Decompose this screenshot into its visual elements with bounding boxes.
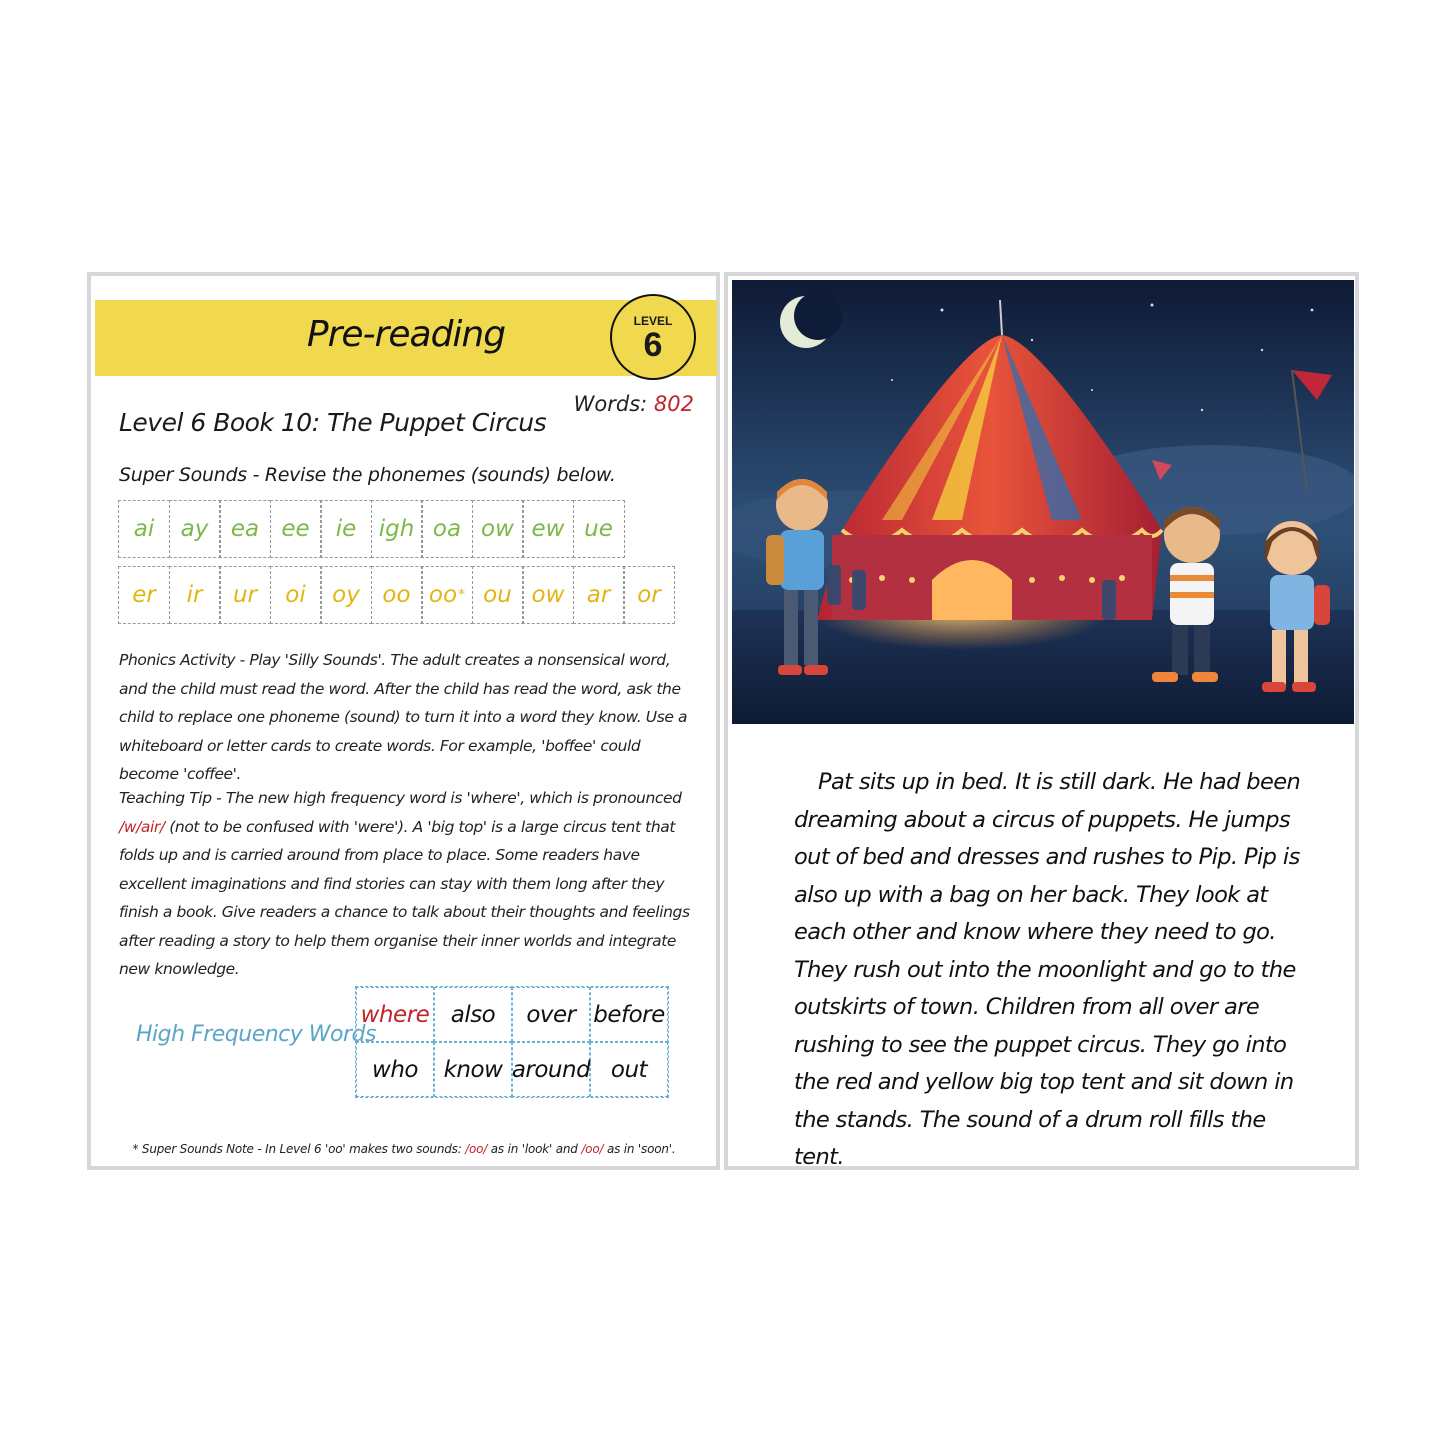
- phoneme-cell: ue: [573, 500, 625, 558]
- phoneme-cell: ai: [118, 500, 170, 558]
- level-label: LEVEL: [633, 314, 673, 328]
- hfw-cell: who: [356, 1042, 434, 1097]
- footnote-text: as in 'look' and: [490, 1142, 578, 1156]
- hfw-cell: know: [434, 1042, 512, 1097]
- circus-illustration: [732, 280, 1354, 724]
- teaching-tip-start: Teaching Tip - The new high frequency word is 'where', which is pronounced: [119, 789, 682, 807]
- super-sounds-footnote: [91, 1142, 717, 1156]
- phoneme-cell: ur: [219, 566, 271, 624]
- story-paragraph: Pat sits up in bed. It is still dark. He had been dreaming about a circus of puppets. He jumps out of bed and dresses and rushes to Pip. Pip is also up with a bag on her back. They look at each other and know where they need to go. They rush out into the moonlight and go to the outskirts of town. Children from all over are rushing to see the puppet circus. They go into the red and yellow big top tent and sit down in the stands. The sound of a drum roll fills the tent.: [794, 769, 1301, 1170]
- phonics-activity-text: Phonics Activity - Play 'Silly Sounds'. The adult creates a nonsensical word, and the child must read the word. After the child has read the word, ask the child to replace one phoneme (sound) to turn it into a word they know. Use a whiteboard or letter cards to create words. For example, 'boffee' could become 'coffee'.: [119, 651, 688, 783]
- level-badge: [610, 294, 696, 380]
- moon-shadow: [794, 292, 842, 340]
- phoneme-cell: ir: [169, 566, 221, 624]
- footnote-phoneme: /oo/: [581, 1142, 604, 1156]
- phoneme-cell: ay: [169, 500, 221, 558]
- phoneme-cell: oy: [320, 566, 372, 624]
- banner-title: Pre-reading: [306, 314, 506, 355]
- phoneme-cell: ou: [472, 566, 524, 624]
- phoneme-row-r-controlled: [118, 566, 674, 624]
- high-frequency-words-grid: [355, 986, 669, 1098]
- phoneme-cell: er: [118, 566, 170, 624]
- phoneme-row-vowel-teams: [118, 500, 623, 558]
- story-text: [794, 764, 1314, 1177]
- teaching-tip-phoneme: /w/air/: [119, 817, 165, 836]
- phoneme-cell: ea: [219, 500, 271, 558]
- footnote-star: *: [458, 587, 466, 603]
- phoneme-cell: igh: [371, 500, 423, 558]
- hfw-cell: also: [434, 987, 512, 1042]
- phoneme-cell: ow: [472, 500, 524, 558]
- phoneme-cell: or: [623, 566, 675, 624]
- phoneme-cell: oa: [421, 500, 473, 558]
- footnote-text: as in 'soon'.: [606, 1142, 676, 1156]
- phoneme-cell: ee: [270, 500, 322, 558]
- teaching-tip-rest: (not to be confused with 'were'). A 'big top' is a large circus tent that folds up and is carried around from place to place. Some readers have excellent imaginations and find stories can stay with them long after they finish a book. Give readers a chance to talk about their thoughts and feelings after reading a story to help them organise their inner worlds and integrate new knowledge.: [119, 817, 690, 978]
- phoneme-cell: ow: [522, 566, 574, 624]
- phoneme-cell-starred: [421, 566, 473, 624]
- phoneme-cell: ew: [522, 500, 574, 558]
- words-count-value: 802: [653, 392, 694, 416]
- words-label: Words:: [573, 392, 648, 416]
- hfw-cell: where: [356, 987, 434, 1042]
- book-title: Level 6 Book 10: The Puppet Circus: [119, 408, 547, 437]
- phoneme-cell: ie: [320, 500, 372, 558]
- story-page: [724, 272, 1359, 1170]
- level-number: 6: [643, 326, 663, 364]
- pre-reading-page: [87, 272, 720, 1170]
- hfw-cell: before: [590, 987, 668, 1042]
- super-sounds-intro: Super Sounds - Revise the phonemes (sounds) below.: [119, 464, 616, 486]
- footnote-phoneme: /oo/: [465, 1142, 488, 1156]
- hfw-cell: out: [590, 1042, 668, 1097]
- high-frequency-words-label: High Frequency Words: [136, 1022, 376, 1047]
- teaching-tip-text: [119, 784, 697, 984]
- footnote-text: * Super Sounds Note - In Level 6 'oo' makes two sounds:: [132, 1142, 462, 1156]
- phoneme-cell: oi: [270, 566, 322, 624]
- phoneme-cell: oo: [371, 566, 423, 624]
- phoneme-text: oo: [428, 582, 458, 608]
- hfw-cell: around: [512, 1042, 590, 1097]
- hfw-cell: over: [512, 987, 590, 1042]
- phoneme-cell: ar: [573, 566, 625, 624]
- word-count: [574, 392, 694, 416]
